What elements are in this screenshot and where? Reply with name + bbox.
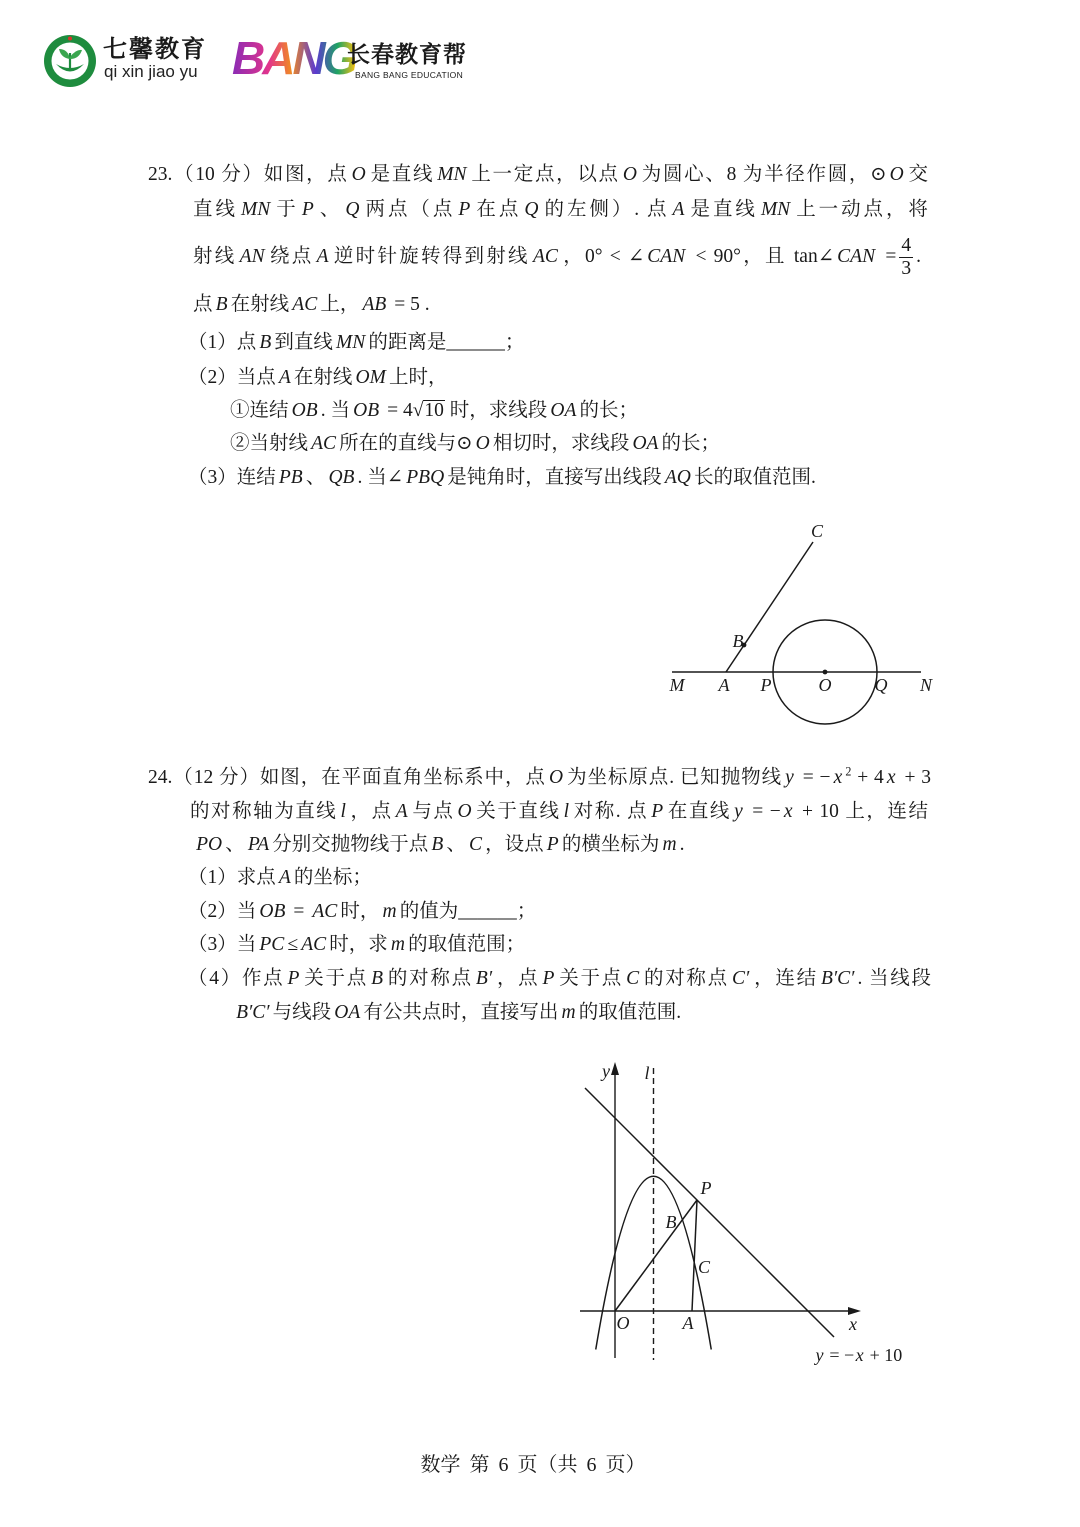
math-variable: l xyxy=(563,801,570,822)
bang-logo-mark: BANG xyxy=(232,32,356,84)
q24-part-3: （3）当 PC ≤ AC 时，求 m 的取值范围； xyxy=(188,934,526,955)
q23-label-c: C xyxy=(810,521,824,541)
q23-label-p: P xyxy=(760,675,772,695)
math-variable: OB xyxy=(259,901,286,922)
math-variable: x xyxy=(886,767,896,788)
q24-line-equation-label: y = −x + 10 xyxy=(815,1345,903,1365)
math-variable: A xyxy=(278,367,291,388)
math-variable: AC xyxy=(301,934,327,955)
q23-label-n: N xyxy=(919,675,933,695)
math-variable: MN xyxy=(437,164,467,185)
math-variable: OA xyxy=(632,433,659,454)
q23-part-2-item-2: ②当射线 AC 所在的直线与⊙ O 相切时，求线段 OA 的长； xyxy=(230,433,721,454)
math-variable: PO xyxy=(196,834,223,855)
math-variable: m xyxy=(382,901,397,922)
math-variable: A xyxy=(278,867,291,888)
q24-part-4-line-2: B′C′ 与线段 OA 有公共点时，直接写出 m 的取值范围. xyxy=(236,1002,682,1023)
math-variable: C xyxy=(469,834,483,855)
q24-label-c: C xyxy=(697,1257,711,1277)
q23-stem-line-1: 23.（10 分）如图，点 O 是直线 MN 上一定点，以点 O 为圆心、8 为半径作圆，⊙ O 交 xyxy=(148,164,928,185)
math-variable: OA xyxy=(334,1002,361,1023)
math-variable: AC xyxy=(532,246,558,267)
q24-stem-line-3: PO 、 PA 分别交抛物线于点 B 、 C ，设点 P 的横坐标为 m . xyxy=(196,834,685,855)
segment-po xyxy=(615,1200,697,1311)
math-variable: AN xyxy=(239,246,265,267)
math-variable: Q xyxy=(524,199,539,220)
y-axis-arrow xyxy=(611,1062,619,1075)
math-variable: CAN xyxy=(837,246,876,267)
math-variable: y xyxy=(785,767,794,788)
math-variable: l xyxy=(340,801,346,822)
math-variable: MN xyxy=(760,199,791,220)
math-variable: MN xyxy=(336,332,366,353)
math-variable: MN xyxy=(241,199,271,220)
math-variable: B′ xyxy=(475,968,493,989)
q24-part-1: （1）求点 A 的坐标； xyxy=(188,867,372,888)
math-variable: OA xyxy=(550,400,577,421)
q24-label-p: P xyxy=(700,1178,712,1198)
math-variable: P xyxy=(301,199,314,220)
q23-part-2-item-1: ①连结 OB . 当 OB = 4√10 时，求线段 OA 的长； xyxy=(230,400,639,421)
math-variable: B xyxy=(259,332,272,353)
math-variable: P xyxy=(287,968,300,989)
math-variable: AC xyxy=(311,433,337,454)
line-y-neg-x-plus-10 xyxy=(585,1088,834,1337)
q24-label-a: A xyxy=(682,1313,694,1333)
q24-label-b: B xyxy=(665,1212,677,1232)
math-variable: B′C′ xyxy=(236,1002,270,1023)
math-variable: x xyxy=(855,1345,864,1365)
math-variable: B′C′ xyxy=(820,968,855,989)
math-variable: A xyxy=(672,199,685,220)
math-variable: m xyxy=(662,834,677,855)
math-variable: O xyxy=(622,164,637,185)
fraction-numerator: 4 xyxy=(899,235,913,258)
q23-stem-line-2: 直线 MN 于 P 、 Q 两点（点 P 在点 Q 的左侧）. 点 A 是直线 MN 上一动点，将 xyxy=(193,199,928,220)
math-variable: B xyxy=(431,834,444,855)
math-variable: PBQ xyxy=(406,467,445,488)
math-variable: O xyxy=(457,801,472,822)
q24-label-y: y xyxy=(602,1061,610,1081)
math-variable: P xyxy=(458,199,471,220)
math-variable: O xyxy=(889,164,904,185)
q23-label-q: Q xyxy=(874,675,888,695)
math-variable: O xyxy=(548,767,564,788)
math-variable: m xyxy=(390,934,405,955)
q23-label-m: M xyxy=(669,675,685,695)
math-variable: y xyxy=(815,1345,824,1365)
q23-part-3: （3）连结 PB 、 QB . 当∠ PBQ 是钝角时，直接写出线段 AQ 长的取值范围. xyxy=(188,467,816,488)
math-variable: Q xyxy=(345,199,360,220)
q23-part-2: （2）当点 A 在射线 OM 上时， xyxy=(188,367,448,388)
math-variable: CAN xyxy=(647,246,686,267)
math-variable: B xyxy=(215,294,228,315)
q23-label-b: B xyxy=(732,631,744,651)
math-variable: AQ xyxy=(664,467,691,488)
qixin-logo-title: 七馨教育 xyxy=(103,34,207,63)
superscript: 2 xyxy=(845,764,852,779)
math-variable: m xyxy=(561,1002,576,1023)
q23-label-a: A xyxy=(718,675,730,695)
math-variable: OB xyxy=(353,400,380,421)
bang-logo-title: 长春教育帮 xyxy=(347,42,467,68)
math-variable: P xyxy=(542,968,555,989)
page-footer: 数学 第 6 页（共 6 页） xyxy=(420,1454,646,1476)
math-variable: y xyxy=(734,801,743,822)
q24-stem-line-2: 的对称轴为直线 l ，点 A 与点 O 关于直线 l 对称. 点 P 在直线 y = − x + 10 上，连结 xyxy=(190,801,928,822)
q24-label-l: l xyxy=(644,1063,650,1083)
math-variable: AC xyxy=(292,294,318,315)
qixin-logo-icon xyxy=(43,34,97,88)
math-variable: PA xyxy=(247,834,270,855)
q23-figure xyxy=(660,515,940,730)
math-variable: OB xyxy=(291,400,318,421)
math-variable: OM xyxy=(355,367,386,388)
math-variable: x xyxy=(833,767,843,788)
math-variable: AB xyxy=(362,294,387,315)
math-variable: x xyxy=(783,801,793,822)
math-variable: PB xyxy=(278,467,303,488)
math-variable: P xyxy=(546,834,559,855)
q24-label-x: x xyxy=(849,1314,857,1334)
math-variable: C xyxy=(626,968,640,989)
q24-figure xyxy=(570,1055,870,1375)
math-variable: O xyxy=(351,164,366,185)
q23-stem-line-4: 点 B 在射线 AC 上， AB = 5 . xyxy=(193,294,430,315)
bang-logo-subtitle: BANG BANG EDUCATION xyxy=(355,70,464,80)
q23-stem-line-3: 射线 AN 绕点 A 逆时针旋转得到射线 AC ，0° < ∠ CAN < 90°，且 tan∠ CAN = $\frac{4}{3}$ . xyxy=(193,234,921,280)
ray-ac xyxy=(726,542,813,672)
q24-part-4-line-1: （4）作点 P 关于点 B 的对称点 B′ ，点 P 关于点 C 的对称点 C′ ，连结 B′C′ . 当线段 xyxy=(188,968,931,989)
radicand: 10 xyxy=(424,400,444,421)
q24-label-o: O xyxy=(616,1313,630,1333)
q24-part-2: （2）当 OB = AC 时， m 的值为______； xyxy=(188,901,537,922)
q24-stem-line-1: 24.（12 分）如图，在平面直角坐标系中，点 O 为坐标原点. 已知抛物线 y = − x $^2$ + 4 x + 3 xyxy=(148,764,932,788)
center-point-o xyxy=(823,670,828,675)
math-variable: A xyxy=(316,246,329,267)
fraction-denominator: 3 xyxy=(901,258,912,280)
math-variable: B xyxy=(371,968,384,989)
math-variable: P xyxy=(651,801,664,822)
q23-part-1: （1）点 B 到直线 MN 的距离是______； xyxy=(188,332,525,353)
math-variable: C′ xyxy=(732,968,750,989)
fraction xyxy=(899,235,913,281)
q23-label-o: O xyxy=(818,675,832,695)
math-variable: QB xyxy=(328,467,355,488)
qixin-logo-pinyin: qi xin jiao yu xyxy=(104,62,198,81)
math-variable: PC xyxy=(259,934,285,955)
math-variable: AC xyxy=(312,901,338,922)
math-variable: A xyxy=(395,801,408,822)
math-variable: O xyxy=(475,433,490,454)
